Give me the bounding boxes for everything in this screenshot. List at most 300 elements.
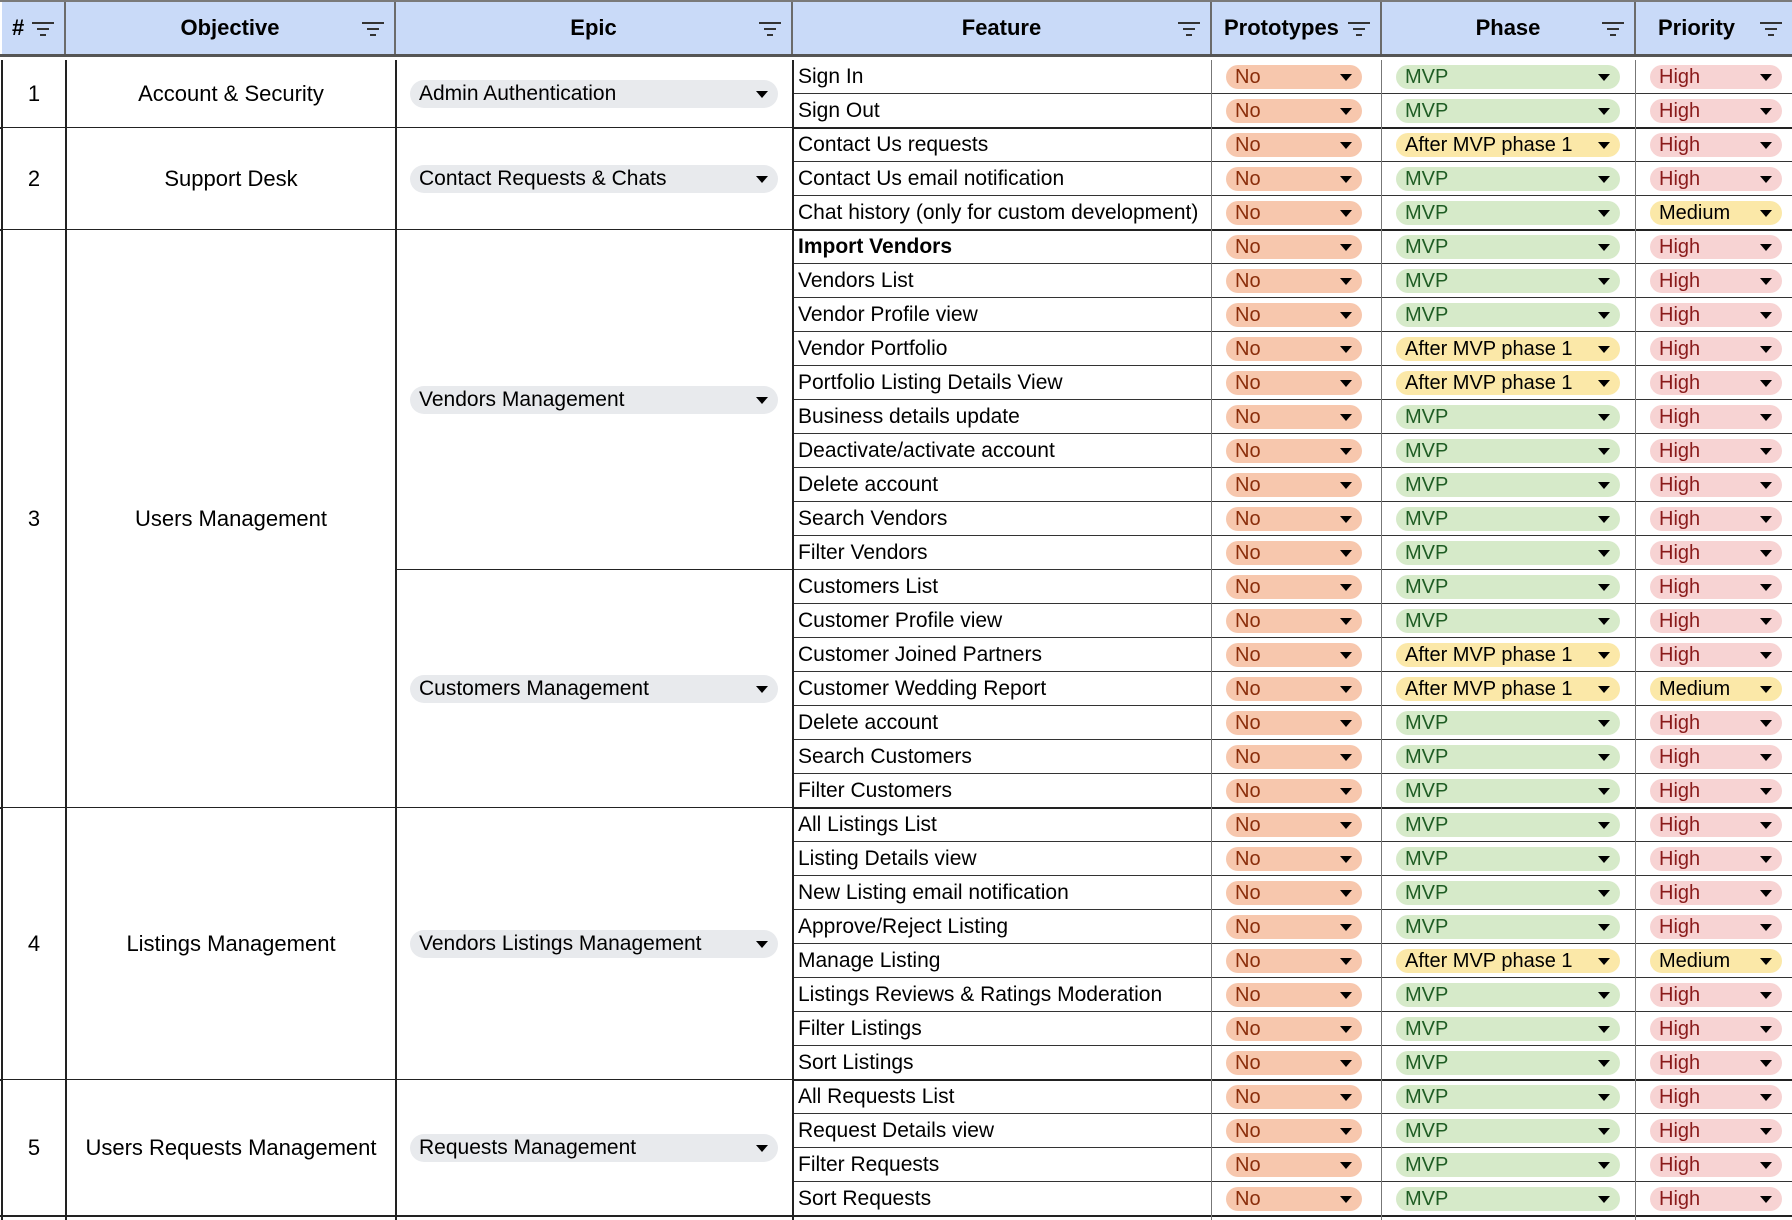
prototypes-value: No	[1235, 371, 1261, 394]
phase-dropdown[interactable]	[1396, 201, 1620, 225]
epic-dropdown[interactable]	[410, 165, 778, 193]
epic-value: Contact Requests & Chats	[419, 167, 667, 190]
priority-dropdown[interactable]	[1650, 881, 1782, 905]
prototypes-dropdown[interactable]	[1226, 507, 1362, 531]
prototypes-value: No	[1235, 235, 1261, 258]
priority-value: High	[1659, 1051, 1701, 1074]
phase-dropdown[interactable]	[1396, 1187, 1620, 1211]
feature-cell[interactable]: Sign Out	[798, 99, 880, 122]
chevron-down-icon	[1340, 516, 1352, 523]
priority-dropdown[interactable]	[1650, 303, 1782, 327]
priority-dropdown[interactable]	[1650, 1187, 1782, 1211]
priority-dropdown[interactable]	[1650, 65, 1782, 89]
prototypes-value: No	[1235, 439, 1261, 462]
feature-cell[interactable]: Listings Reviews & Ratings Moderation	[798, 983, 1163, 1006]
chevron-down-icon	[1760, 618, 1772, 625]
feature-cell[interactable]: Vendor Portfolio	[798, 337, 948, 360]
chevron-down-icon	[1340, 414, 1352, 421]
feature-cell[interactable]: Filter Customers	[798, 779, 953, 802]
feature-cell[interactable]: Search Vendors	[798, 507, 948, 530]
phase-dropdown[interactable]	[1396, 609, 1620, 633]
chevron-down-icon	[1340, 74, 1352, 81]
phase-dropdown[interactable]	[1396, 779, 1620, 803]
filter-icon[interactable]	[1760, 22, 1782, 36]
chevron-down-icon	[1340, 142, 1352, 149]
feature-cell[interactable]: All Requests List	[798, 1085, 955, 1108]
chevron-down-icon	[1760, 312, 1772, 319]
phase-dropdown[interactable]	[1396, 643, 1620, 667]
epic-value: Vendors Listings Management	[419, 932, 702, 955]
priority-dropdown[interactable]	[1650, 405, 1782, 429]
epic-dropdown[interactable]	[410, 1134, 778, 1162]
priority-value: High	[1659, 881, 1701, 904]
prototypes-dropdown[interactable]	[1226, 201, 1362, 225]
prototypes-value: No	[1235, 779, 1261, 802]
chevron-down-icon	[1598, 618, 1610, 625]
prototypes-value: No	[1235, 507, 1261, 530]
phase-dropdown[interactable]	[1396, 337, 1620, 361]
feature-cell[interactable]: Search Customers	[798, 745, 972, 768]
epic-dropdown[interactable]	[410, 80, 778, 108]
feature-cell[interactable]: Customer Profile view	[798, 609, 1003, 632]
chevron-down-icon	[1340, 992, 1352, 999]
phase-dropdown[interactable]	[1396, 507, 1620, 531]
chevron-down-icon	[1598, 924, 1610, 931]
feature-cell[interactable]: All Listings List	[798, 813, 937, 836]
chevron-down-icon	[1760, 482, 1772, 489]
prototypes-value: No	[1235, 303, 1261, 326]
epic-value: Requests Management	[419, 1136, 637, 1159]
prototypes-dropdown[interactable]	[1226, 269, 1362, 293]
objective-cell[interactable]: Listings Management	[66, 808, 396, 1080]
prototypes-dropdown[interactable]	[1226, 235, 1362, 259]
phase-dropdown[interactable]	[1396, 541, 1620, 565]
prototypes-value: No	[1235, 609, 1261, 632]
priority-dropdown[interactable]	[1650, 609, 1782, 633]
phase-dropdown[interactable]	[1396, 439, 1620, 463]
chevron-down-icon	[1598, 1162, 1610, 1169]
phase-value: MVP	[1405, 507, 1449, 530]
priority-dropdown[interactable]	[1650, 99, 1782, 123]
priority-dropdown[interactable]	[1650, 235, 1782, 259]
phase-dropdown[interactable]	[1396, 847, 1620, 871]
phase-dropdown[interactable]	[1396, 1119, 1620, 1143]
priority-dropdown[interactable]	[1650, 337, 1782, 361]
chevron-down-icon	[1340, 1196, 1352, 1203]
phase-value: MVP	[1405, 881, 1449, 904]
chevron-down-icon	[1760, 856, 1772, 863]
prototypes-dropdown[interactable]	[1226, 711, 1362, 735]
feature-cell[interactable]: Sort Listings	[798, 1051, 914, 1074]
chevron-down-icon	[1598, 992, 1610, 999]
phase-dropdown[interactable]	[1396, 983, 1620, 1007]
priority-dropdown[interactable]	[1650, 711, 1782, 735]
prototypes-value: No	[1235, 677, 1261, 700]
chevron-down-icon	[1598, 1196, 1610, 1203]
priority-dropdown[interactable]	[1650, 167, 1782, 191]
priority-dropdown[interactable]	[1650, 507, 1782, 531]
prototypes-dropdown[interactable]	[1226, 473, 1362, 497]
prototypes-dropdown[interactable]	[1226, 949, 1362, 973]
prototypes-dropdown[interactable]	[1226, 541, 1362, 565]
feature-cell[interactable]: Customers List	[798, 575, 939, 598]
chevron-down-icon	[1760, 210, 1772, 217]
feature-cell[interactable]: Deactivate/activate account	[798, 439, 1055, 462]
filter-icon[interactable]	[759, 22, 781, 36]
priority-dropdown[interactable]	[1650, 983, 1782, 1007]
chevron-down-icon	[1760, 414, 1772, 421]
feature-cell[interactable]: Listing Details view	[798, 847, 977, 870]
chevron-down-icon	[756, 176, 768, 183]
prototypes-value: No	[1235, 1153, 1261, 1176]
chevron-down-icon	[1760, 788, 1772, 795]
phase-dropdown[interactable]	[1396, 813, 1620, 837]
chevron-down-icon	[1760, 550, 1772, 557]
chevron-down-icon	[1340, 1026, 1352, 1033]
phase-dropdown[interactable]	[1396, 745, 1620, 769]
phase-dropdown[interactable]	[1396, 1153, 1620, 1177]
chevron-down-icon	[756, 686, 768, 693]
priority-value: High	[1659, 405, 1701, 428]
feature-cell[interactable]: Chat history (only for custom development)	[798, 201, 1199, 224]
header-num-label: #	[12, 15, 25, 40]
phase-dropdown[interactable]	[1396, 949, 1620, 973]
chevron-down-icon	[1760, 74, 1772, 81]
prototypes-value: No	[1235, 1017, 1261, 1040]
feature-cell[interactable]: Filter Requests	[798, 1153, 940, 1176]
prototypes-value: No	[1235, 473, 1261, 496]
chevron-down-icon	[1760, 516, 1772, 523]
feature-cell[interactable]: Customer Joined Partners	[798, 643, 1042, 666]
chevron-down-icon	[1340, 1094, 1352, 1101]
prototypes-dropdown[interactable]	[1226, 371, 1362, 395]
feature-cell[interactable]: Delete account	[798, 473, 939, 496]
sheet-top-border	[0, 0, 1792, 2]
priority-dropdown[interactable]	[1650, 847, 1782, 871]
priority-dropdown[interactable]	[1650, 745, 1782, 769]
header-priority-label: Priority	[1658, 15, 1736, 40]
chevron-down-icon	[1340, 754, 1352, 761]
feature-cell[interactable]: Sign In	[798, 65, 864, 88]
header-phase[interactable]	[1382, 2, 1636, 54]
column-border	[395, 60, 397, 1220]
phase-value: After MVP phase 1	[1405, 133, 1573, 156]
phase-dropdown[interactable]	[1396, 677, 1620, 701]
priority-value: High	[1659, 235, 1701, 258]
phase-value: MVP	[1405, 1017, 1449, 1040]
header-feature-label: Feature	[961, 15, 1042, 40]
prototypes-value: No	[1235, 847, 1261, 870]
header-objective-label: Objective	[180, 15, 280, 40]
phase-dropdown[interactable]	[1396, 1051, 1620, 1075]
header-objective[interactable]	[66, 2, 396, 54]
priority-dropdown[interactable]	[1650, 371, 1782, 395]
prototypes-dropdown[interactable]	[1226, 99, 1362, 123]
phase-value: MVP	[1405, 1119, 1449, 1142]
group-divider	[0, 1215, 1792, 1217]
filter-icon[interactable]	[1348, 22, 1370, 36]
priority-dropdown[interactable]	[1650, 1051, 1782, 1075]
phase-dropdown[interactable]	[1396, 1085, 1620, 1109]
prototypes-dropdown[interactable]	[1226, 1187, 1362, 1211]
phase-value: MVP	[1405, 779, 1449, 802]
chevron-down-icon	[1598, 346, 1610, 353]
prototypes-dropdown[interactable]	[1226, 779, 1362, 803]
prototypes-value: No	[1235, 269, 1261, 292]
feature-cell[interactable]: Import Vendors	[798, 235, 953, 258]
priority-dropdown[interactable]	[1650, 1017, 1782, 1041]
objective-cell[interactable]: Users Requests Management	[66, 1080, 396, 1216]
phase-value: MVP	[1405, 439, 1449, 462]
phase-dropdown[interactable]	[1396, 405, 1620, 429]
prototypes-dropdown[interactable]	[1226, 609, 1362, 633]
priority-value: High	[1659, 711, 1701, 734]
chevron-down-icon	[1340, 448, 1352, 455]
feature-cell[interactable]: New Listing email notification	[798, 881, 1069, 904]
feature-cell[interactable]: Sort Requests	[798, 1187, 932, 1210]
phase-dropdown[interactable]	[1396, 167, 1620, 191]
priority-dropdown[interactable]	[1650, 473, 1782, 497]
priority-value: High	[1659, 133, 1701, 156]
prototypes-dropdown[interactable]	[1226, 847, 1362, 871]
chevron-down-icon	[1340, 958, 1352, 965]
row-number: 3	[2, 230, 66, 808]
priority-dropdown[interactable]	[1650, 1153, 1782, 1177]
prototypes-dropdown[interactable]	[1226, 65, 1362, 89]
chevron-down-icon	[1598, 1094, 1610, 1101]
prototypes-dropdown[interactable]	[1226, 1153, 1362, 1177]
chevron-down-icon	[1760, 176, 1772, 183]
phase-dropdown[interactable]	[1396, 1017, 1620, 1041]
priority-value: High	[1659, 541, 1701, 564]
priority-dropdown[interactable]	[1650, 1085, 1782, 1109]
prototypes-dropdown[interactable]	[1226, 439, 1362, 463]
phase-value: MVP	[1405, 201, 1449, 224]
phase-value: MVP	[1405, 541, 1449, 564]
priority-dropdown[interactable]	[1650, 1119, 1782, 1143]
phase-value: MVP	[1405, 405, 1449, 428]
epic-dropdown[interactable]	[410, 930, 778, 958]
priority-dropdown[interactable]	[1650, 677, 1782, 701]
chevron-down-icon	[1598, 788, 1610, 795]
priority-dropdown[interactable]	[1650, 949, 1782, 973]
chevron-down-icon	[1598, 482, 1610, 489]
prototypes-dropdown[interactable]	[1226, 915, 1362, 939]
phase-value: After MVP phase 1	[1405, 677, 1573, 700]
header-priority[interactable]	[1636, 2, 1792, 54]
filter-icon[interactable]	[1178, 22, 1200, 36]
priority-value: High	[1659, 813, 1701, 836]
phase-value: MVP	[1405, 1085, 1449, 1108]
feature-cell[interactable]: Portfolio Listing Details View	[798, 371, 1063, 394]
priority-dropdown[interactable]	[1650, 439, 1782, 463]
phase-dropdown[interactable]	[1396, 915, 1620, 939]
phase-dropdown[interactable]	[1396, 303, 1620, 327]
priority-dropdown[interactable]	[1650, 643, 1782, 667]
phase-dropdown[interactable]	[1396, 575, 1620, 599]
priority-dropdown[interactable]	[1650, 813, 1782, 837]
phase-value: MVP	[1405, 1153, 1449, 1176]
priority-value: High	[1659, 167, 1701, 190]
priority-dropdown[interactable]	[1650, 133, 1782, 157]
chevron-down-icon	[1760, 1128, 1772, 1135]
chevron-down-icon	[1340, 652, 1352, 659]
epic-dropdown[interactable]	[410, 675, 778, 703]
priority-value: High	[1659, 1153, 1701, 1176]
priority-dropdown[interactable]	[1650, 269, 1782, 293]
priority-dropdown[interactable]	[1650, 201, 1782, 225]
priority-value: High	[1659, 643, 1701, 666]
prototypes-dropdown[interactable]	[1226, 1119, 1362, 1143]
chevron-down-icon	[1340, 1162, 1352, 1169]
feature-cell[interactable]: Contact Us requests	[798, 133, 989, 156]
feature-cell[interactable]: Customer Wedding Report	[798, 677, 1047, 700]
prototypes-dropdown[interactable]	[1226, 303, 1362, 327]
priority-dropdown[interactable]	[1650, 779, 1782, 803]
phase-dropdown[interactable]	[1396, 235, 1620, 259]
priority-value: High	[1659, 303, 1701, 326]
priority-value: High	[1659, 609, 1701, 632]
prototypes-dropdown[interactable]	[1226, 745, 1362, 769]
header-phase-label: Phase	[1475, 15, 1541, 40]
header-num[interactable]	[2, 2, 66, 54]
prototypes-dropdown[interactable]	[1226, 677, 1362, 701]
epic-value: Admin Authentication	[419, 82, 617, 105]
prototypes-dropdown[interactable]	[1226, 1051, 1362, 1075]
chevron-down-icon	[1760, 822, 1772, 829]
chevron-down-icon	[1598, 822, 1610, 829]
prototypes-dropdown[interactable]	[1226, 1017, 1362, 1041]
phase-dropdown[interactable]	[1396, 711, 1620, 735]
prototypes-dropdown[interactable]	[1226, 983, 1362, 1007]
chevron-down-icon	[1340, 482, 1352, 489]
header-prototypes[interactable]	[1212, 2, 1382, 54]
feature-cell[interactable]: Manage Listing	[798, 949, 941, 972]
chevron-down-icon	[1598, 720, 1610, 727]
chevron-down-icon	[1760, 108, 1772, 115]
prototypes-dropdown[interactable]	[1226, 337, 1362, 361]
header-epic[interactable]	[396, 2, 793, 54]
feature-cell[interactable]: Filter Listings	[798, 1017, 922, 1040]
priority-value: Medium	[1659, 949, 1731, 972]
prototypes-value: No	[1235, 201, 1261, 224]
chevron-down-icon	[756, 397, 768, 404]
prototypes-dropdown[interactable]	[1226, 643, 1362, 667]
chevron-down-icon	[1598, 142, 1610, 149]
phase-value: MVP	[1405, 847, 1449, 870]
chevron-down-icon	[1598, 584, 1610, 591]
prototypes-dropdown[interactable]	[1226, 405, 1362, 429]
phase-value: MVP	[1405, 915, 1449, 938]
chevron-down-icon	[1598, 1026, 1610, 1033]
prototypes-value: No	[1235, 337, 1261, 360]
column-border	[1211, 60, 1212, 1220]
priority-value: High	[1659, 269, 1701, 292]
phase-value: MVP	[1405, 745, 1449, 768]
chevron-down-icon	[1340, 380, 1352, 387]
chevron-down-icon	[756, 1145, 768, 1152]
objective-cell[interactable]: Users Management	[66, 230, 396, 808]
column-border	[65, 60, 67, 1220]
priority-dropdown[interactable]	[1650, 575, 1782, 599]
chevron-down-icon	[1760, 652, 1772, 659]
prototypes-value: No	[1235, 1187, 1261, 1210]
column-border	[1635, 60, 1636, 1220]
epic-dropdown[interactable]	[410, 386, 778, 414]
priority-dropdown[interactable]	[1650, 541, 1782, 565]
priority-value: High	[1659, 1187, 1701, 1210]
prototypes-dropdown[interactable]	[1226, 575, 1362, 599]
phase-value: MVP	[1405, 1187, 1449, 1210]
phase-dropdown[interactable]	[1396, 65, 1620, 89]
prototypes-dropdown[interactable]	[1226, 881, 1362, 905]
objective-cell[interactable]: Account & Security	[66, 60, 396, 128]
header-feature[interactable]	[793, 2, 1212, 54]
prototypes-dropdown[interactable]	[1226, 167, 1362, 191]
prototypes-value: No	[1235, 881, 1261, 904]
priority-dropdown[interactable]	[1650, 915, 1782, 939]
chevron-down-icon	[1598, 108, 1610, 115]
phase-dropdown[interactable]	[1396, 371, 1620, 395]
feature-cell[interactable]: Business details update	[798, 405, 1020, 428]
phase-value: After MVP phase 1	[1405, 337, 1573, 360]
filter-icon[interactable]	[1602, 22, 1624, 36]
chevron-down-icon	[1760, 992, 1772, 999]
row-number: 5	[2, 1080, 66, 1216]
feature-cell[interactable]: Approve/Reject Listing	[798, 915, 1009, 938]
prototypes-dropdown[interactable]	[1226, 133, 1362, 157]
chevron-down-icon	[1340, 720, 1352, 727]
chevron-down-icon	[1598, 312, 1610, 319]
chevron-down-icon	[1340, 822, 1352, 829]
phase-value: MVP	[1405, 609, 1449, 632]
phase-value: MVP	[1405, 65, 1449, 88]
feature-cell[interactable]: Vendor Profile view	[798, 303, 978, 326]
phase-dropdown[interactable]	[1396, 99, 1620, 123]
header-epic-label: Epic	[570, 15, 617, 40]
filter-icon[interactable]	[362, 22, 384, 36]
prototypes-dropdown[interactable]	[1226, 813, 1362, 837]
feature-cell[interactable]: Contact Us email notification	[798, 167, 1065, 190]
feature-cell[interactable]: Filter Vendors	[798, 541, 928, 564]
phase-value: MVP	[1405, 1051, 1449, 1074]
phase-dropdown[interactable]	[1396, 881, 1620, 905]
priority-value: High	[1659, 1085, 1701, 1108]
chevron-down-icon	[1598, 278, 1610, 285]
prototypes-value: No	[1235, 949, 1261, 972]
phase-value: After MVP phase 1	[1405, 949, 1573, 972]
chevron-down-icon	[1598, 380, 1610, 387]
chevron-down-icon	[1760, 448, 1772, 455]
phase-value: MVP	[1405, 235, 1449, 258]
phase-dropdown[interactable]	[1396, 269, 1620, 293]
objective-cell[interactable]: Support Desk	[66, 128, 396, 230]
feature-cell[interactable]: Delete account	[798, 711, 939, 734]
prototypes-dropdown[interactable]	[1226, 1085, 1362, 1109]
chevron-down-icon	[1598, 890, 1610, 897]
phase-dropdown[interactable]	[1396, 133, 1620, 157]
prototypes-value: No	[1235, 1119, 1261, 1142]
chevron-down-icon	[1340, 686, 1352, 693]
filter-icon[interactable]	[32, 22, 54, 36]
priority-value: High	[1659, 847, 1701, 870]
column-border	[1381, 60, 1382, 1220]
phase-dropdown[interactable]	[1396, 473, 1620, 497]
feature-cell[interactable]: Vendors List	[798, 269, 914, 292]
feature-cell[interactable]: Request Details view	[798, 1119, 995, 1142]
chevron-down-icon	[1598, 176, 1610, 183]
chevron-down-icon	[1340, 618, 1352, 625]
